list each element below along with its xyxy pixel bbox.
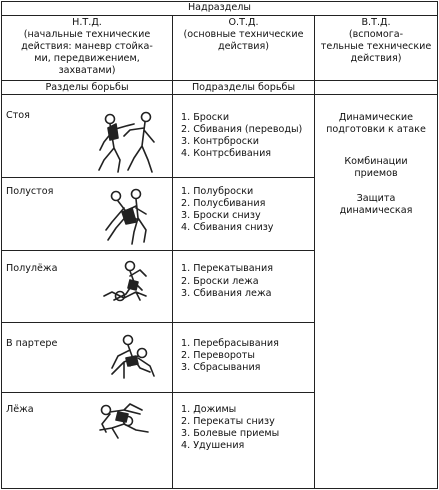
list-item: 3. Контрброски	[181, 136, 260, 147]
column-vtd-description-line: действия)	[350, 53, 402, 64]
column-ntd-description-line: ми, передвижением,	[34, 53, 140, 64]
row-name-standing: Стоя	[6, 110, 30, 121]
list-item: 2. Сбивания (переводы)	[181, 124, 303, 135]
column-ntd-description-line: (начальные технические	[23, 29, 151, 40]
list-item: 2. Перекаты снизу	[181, 416, 275, 427]
auxiliary-item-line: приемов	[354, 168, 398, 179]
auxiliary-item-line: Защита	[356, 193, 396, 204]
row-name-par-terre: В партере	[6, 338, 58, 349]
list-item: 1. Перебрасывания	[181, 338, 279, 349]
list-item: 2. Броски лежа	[181, 276, 259, 287]
column-otd-abbr: О.Т.Д.	[228, 17, 259, 28]
list-item: 1. Броски	[181, 112, 230, 123]
list-item: 2. Перевороты	[181, 350, 255, 361]
column-otd-description-line: действия)	[217, 41, 270, 52]
row-name-lying: Лёжа	[6, 404, 34, 415]
auxiliary-item-line: динамическая	[339, 205, 413, 216]
auxiliary-item-line: Комбинации	[344, 156, 408, 167]
list-item: 4. Сбивания снизу	[181, 222, 274, 233]
list-item: 4. Контрсбивания	[181, 148, 272, 159]
list-item: 1. Дожимы	[181, 404, 237, 415]
column-otd-description-line: (основные технические	[183, 29, 304, 40]
list-item: 3. Броски снизу	[181, 210, 261, 221]
column-vtd-description-line: тельные технические	[320, 41, 432, 52]
column-vtd-description-line: (вспомога-	[348, 29, 404, 40]
column-vtd-abbr: В.Т.Д.	[361, 17, 391, 28]
list-item: 2. Полусбивания	[181, 198, 266, 209]
row-name-half-standing: Полустоя	[6, 186, 54, 197]
subheader-wrestling-sections: Разделы борьбы	[45, 82, 129, 93]
wrestlers-par-terre-illustration	[112, 336, 154, 379]
list-item: 4. Удушения	[181, 440, 245, 451]
column-ntd-description-line: захватами)	[58, 65, 116, 76]
auxiliary-item-line: подготовки к атаке	[326, 124, 426, 135]
list-item: 1. Полуброски	[181, 186, 254, 197]
list-item: 3. Сбивания лежа	[181, 288, 272, 299]
column-ntd-abbr: Н.Т.Д.	[72, 17, 102, 28]
subheader-wrestling-subsections: Подразделы борьбы	[191, 82, 296, 93]
column-ntd-description-line: действия: маневр стойка-	[21, 41, 153, 52]
wrestlers-half-standing-illustration	[106, 190, 146, 245]
row-name-half-lying: Полулёжа	[6, 263, 58, 274]
wrestlers-lying-illustration	[100, 404, 148, 438]
table-title: Надразделы	[187, 2, 252, 13]
list-item: 1. Перекатывания	[181, 263, 273, 274]
wrestlers-half-lying-illustration	[104, 262, 146, 301]
list-item: 3. Болевые приемы	[181, 428, 280, 439]
auxiliary-item-line: Динамические	[338, 112, 414, 123]
wrestlers-standing-illustration	[99, 113, 154, 173]
list-item: 3. Сбрасывания	[181, 362, 261, 373]
